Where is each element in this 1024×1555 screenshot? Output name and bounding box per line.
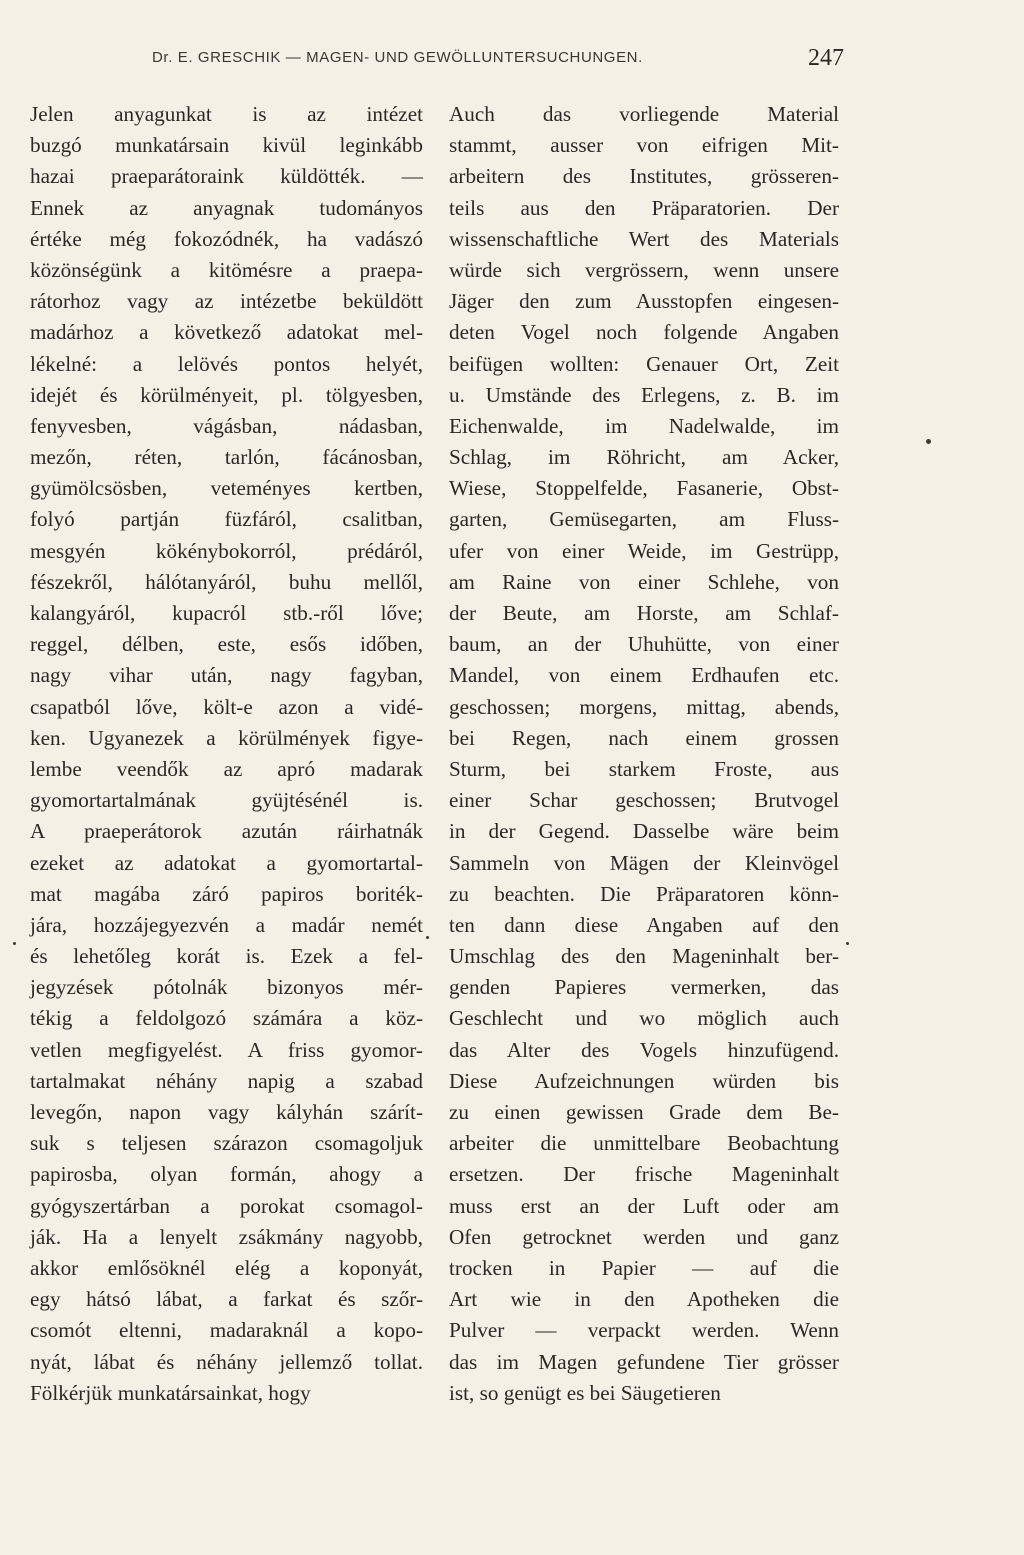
text-line: buzgó munkatársain kivül leginkább xyxy=(30,133,423,158)
text-line: rátorhoz vagy az intézetbe beküldött xyxy=(30,289,423,314)
text-line: zu beachten. Die Präparatoren könn- xyxy=(449,881,839,906)
text-line: der Beute, am Horste, am Schlaf- xyxy=(449,601,839,625)
text-line: Jelen anyagunkat is az intézet xyxy=(30,102,423,126)
print-speck xyxy=(926,439,931,444)
text-line: gyomortartalmának gyüjtésénél is. xyxy=(30,788,423,813)
text-line: ufer von einer Weide, im Gestrüpp, xyxy=(449,538,839,563)
text-line: fészekről, hálótanyáról, buhu mellől, xyxy=(30,569,423,594)
hungarian-text-column xyxy=(30,99,423,1409)
text-line: értéke még fokozódnék, ha vadászó xyxy=(30,226,423,251)
text-line: mat magába záró papiros boriték- xyxy=(30,881,423,906)
text-line: nagy vihar után, nagy fagyban, xyxy=(30,663,423,688)
text-line: tartalmakat néhány napig a szabad xyxy=(30,1068,423,1093)
page-number: 247 xyxy=(808,45,844,71)
text-line: hazai praeparátoraink küldötték. — xyxy=(30,164,423,189)
text-line: u. Umstände des Erlegens, z. B. im xyxy=(449,382,839,407)
text-line: folyó partján füzfáról, csalitban, xyxy=(30,507,423,532)
text-line: ezeket az adatokat a gyomortartal- xyxy=(30,850,423,875)
text-line: das im Magen gefundene Tier grösser xyxy=(449,1349,839,1374)
print-speck xyxy=(426,936,429,939)
text-line: nyát, lábat és néhány jellemző tollat. xyxy=(30,1349,423,1374)
text-line: das Alter des Vogels hinzufügend. xyxy=(449,1037,839,1062)
text-line: idejét és körülményeit, pl. tölgyesben, xyxy=(30,382,423,407)
text-line: Eichenwalde, im Nadelwalde, im xyxy=(449,413,839,438)
page-header xyxy=(0,45,1024,75)
text-line: kalangyáról, kupacról stb.-ről lőve; xyxy=(30,601,423,625)
text-line: Umschlag des den Mageninhalt ber- xyxy=(449,944,839,969)
text-line: Wiese, Stoppelfelde, Fasanerie, Obst- xyxy=(449,476,839,501)
text-line: közönségünk a kitömésre a praepa- xyxy=(30,257,423,282)
text-line: és lehetőleg korát is. Ezek a fel- xyxy=(30,944,423,969)
text-line: Ennek az anyagnak tudományos xyxy=(30,195,423,220)
text-line: gyümölcsösben, veteményes kertben, xyxy=(30,476,423,501)
text-line: trocken in Papier — auf die xyxy=(449,1255,839,1280)
text-line: ten dann diese Angaben auf den xyxy=(449,912,839,937)
text-line: Geschlecht und wo möglich auch xyxy=(449,1006,839,1031)
text-line: stammt, ausser von eifrigen Mit- xyxy=(449,133,839,158)
text-line: akkor emlősöknél elég a koponyát, xyxy=(30,1255,423,1280)
text-line: suk s teljesen szárazon csomagoljuk xyxy=(30,1131,423,1156)
text-line: gyógyszertárban a porokat csomagol- xyxy=(30,1193,423,1218)
text-line: in der Gegend. Dasselbe wäre beim xyxy=(449,819,839,844)
text-line: ken. Ugyanezek a körülmények figye- xyxy=(30,725,423,750)
text-line: Jäger den zum Ausstopfen eingesen- xyxy=(449,289,839,314)
text-line: mezőn, réten, tarlón, fácánosban, xyxy=(30,445,423,470)
text-line: genden Papieres vermerken, das xyxy=(449,975,839,1000)
text-line: Sammeln von Mägen der Kleinvögel xyxy=(449,850,839,875)
text-line: arbeitern des Institutes, grösseren- xyxy=(449,164,839,189)
text-line: Sturm, bei starkem Froste, aus xyxy=(449,756,839,781)
text-line: lékelné: a lelövés pontos helyét, xyxy=(30,351,423,376)
text-line: Pulver — verpackt werden. Wenn xyxy=(449,1318,839,1343)
text-line: csapatból lőve, költ-e azon a vidé- xyxy=(30,694,423,719)
text-line: csomót eltenni, madaraknál a kopo- xyxy=(30,1318,423,1343)
print-speck xyxy=(13,942,16,945)
text-line: Schlag, im Röhricht, am Acker, xyxy=(449,445,839,470)
text-line: lembe veendők az apró madarak xyxy=(30,756,423,781)
text-line: Ofen getrocknet werden und ganz xyxy=(449,1224,839,1249)
text-line: tékig a feldolgozó számára a köz- xyxy=(30,1006,423,1031)
text-line: madárhoz a következő adatokat mel- xyxy=(30,320,423,345)
text-line: vetlen megfigyelést. A friss gyomor- xyxy=(30,1037,423,1062)
text-line: beifügen wollten: Genauer Ort, Zeit xyxy=(449,351,839,376)
text-line: reggel, délben, este, esős időben, xyxy=(30,632,423,657)
text-line: ersetzen. Der frische Mageninhalt xyxy=(449,1162,839,1187)
text-line: Diese Aufzeichnungen würden bis xyxy=(449,1068,839,1093)
text-line: fenyvesben, vágásban, nádasban, xyxy=(30,413,423,438)
text-line: arbeiter die unmittelbare Beobachtung xyxy=(449,1131,839,1156)
text-line: deten Vogel noch folgende Angaben xyxy=(449,320,839,345)
text-line: einer Schar geschossen; Brutvogel xyxy=(449,788,839,813)
text-line: jegyzések pótolnák bizonyos mér- xyxy=(30,975,423,1000)
text-line: ják. Ha a lenyelt zsákmány nagyobb, xyxy=(30,1224,423,1249)
text-line: am Raine von einer Schlehe, von xyxy=(449,569,839,594)
text-line: Fölkérjük munkatársainkat, hogy xyxy=(30,1380,311,1405)
text-line: baum, an der Uhuhütte, von einer xyxy=(449,632,839,657)
text-line: würde sich vergrössern, wenn unsere xyxy=(449,257,839,282)
text-line: muss erst an der Luft oder am xyxy=(449,1193,839,1218)
text-line: levegőn, napon vagy kályhán szárít- xyxy=(30,1100,423,1124)
text-line: papirosba, olyan formán, ahogy a xyxy=(30,1162,423,1187)
text-line: ist, so genügt es bei Säugetieren xyxy=(449,1380,721,1405)
running-head: Dr. E. GRESCHIK — MAGEN- UND GEWÖLLUNTERSUCHUNGEN. xyxy=(152,49,643,66)
text-line: zu einen gewissen Grade dem Be- xyxy=(449,1100,839,1124)
text-line: geschossen; morgens, mittag, abends, xyxy=(449,694,839,719)
text-line: jára, hozzájegyezvén a madár nemét xyxy=(30,912,423,937)
text-line: Art wie in den Apotheken die xyxy=(449,1287,839,1312)
text-line: wissenschaftliche Wert des Materials xyxy=(449,226,839,251)
text-line: bei Regen, nach einem grossen xyxy=(449,725,839,750)
text-line: mesgyén kökénybokorról, prédáról, xyxy=(30,538,423,563)
text-line: Auch das vorliegende Material xyxy=(449,102,839,126)
print-speck xyxy=(846,942,849,945)
german-text-column xyxy=(449,99,839,1409)
text-line: garten, Gemüsegarten, am Fluss- xyxy=(449,507,839,532)
text-line: egy hátsó lábat, a farkat és szőr- xyxy=(30,1287,423,1312)
text-line: A praeperátorok azután ráirhatnák xyxy=(30,819,423,844)
text-line: Mandel, von einem Erdhaufen etc. xyxy=(449,663,839,688)
text-line: teils aus den Präparatorien. Der xyxy=(449,195,839,220)
